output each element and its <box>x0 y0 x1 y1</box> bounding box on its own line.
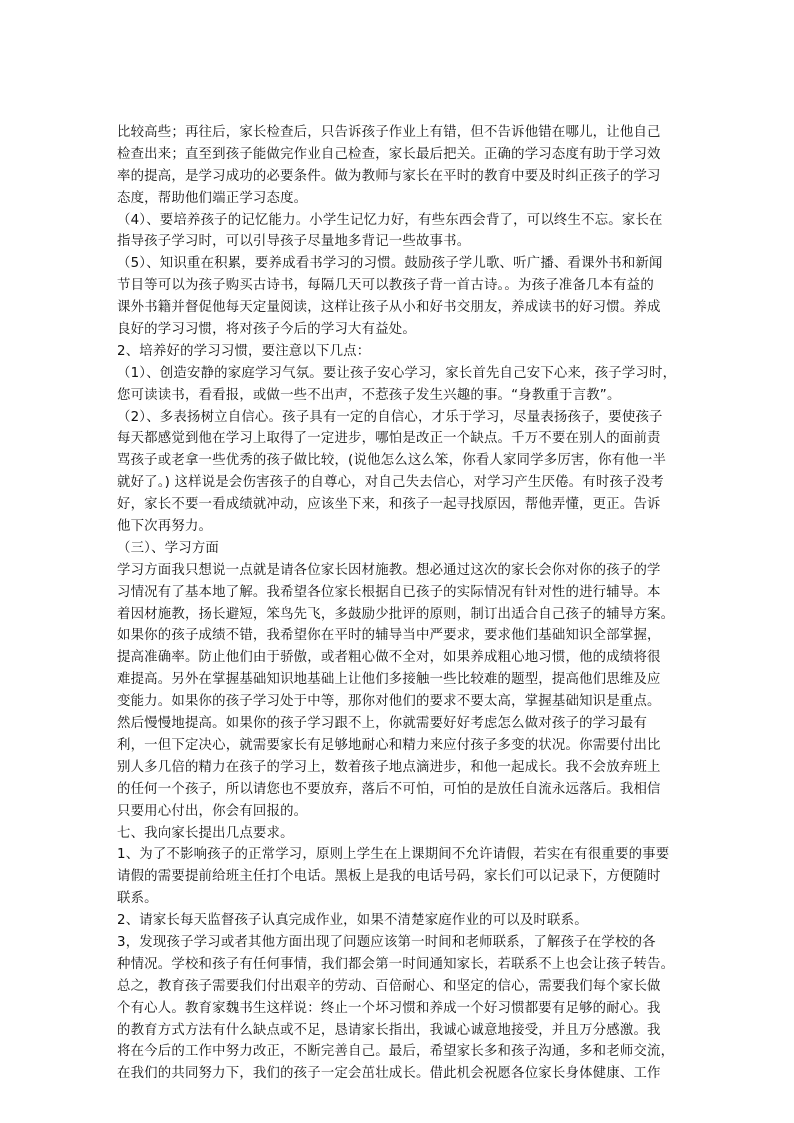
section-heading: （三）、学习方面 <box>117 540 220 556</box>
text-line: 好，家长不要一看成绩就冲动，应该坐下来，和孩子一起寻找原因，帮他弄懂，更正。告诉 <box>117 497 661 513</box>
text-line: （4）、要培养孩子的记忆能力。小学生记忆力好，有些东西会背了，可以终生不忘。家长在 <box>117 212 663 228</box>
text-line: 率的提高，是学习成功的必要条件。做为教师与家长在平时的教育中要及时纠正孩子的学习 <box>117 168 661 184</box>
text-line: 的任何一个孩子，所以请您也不要放弃，落后不可怕，可怕的是放任自流永远落后。我相信 <box>117 781 661 797</box>
text-line: 您可读读书，看看报，或做一些不出声，不惹孩子发生兴趣的事。“身教重于言教”。 <box>117 387 621 403</box>
text-line: 只要用心付出，你会有回报的。 <box>117 803 308 819</box>
text-line: 2、请家长每天监督孩子认真完成作业，如果不清楚家庭作业的可以及时联系。 <box>117 913 588 929</box>
text-line: 在我们的共同努力下，我们的孩子一定会茁壮成长。借此机会祝愿各位家长身体健康、工作 <box>117 1066 661 1082</box>
text-line: 节目等可以为孩子购买古诗书，每隔几天可以教孩子背一首古诗。。为孩子准备几本有益的 <box>117 278 654 294</box>
text-line: 每天都感觉到他在学习上取得了一定进步，哪怕是改正一个缺点。千万不要在别人的面前责 <box>117 431 661 447</box>
text-line: 然后慢慢地提高。如果你的孩子学习跟不上，你就需要好好考虑怎么做对孩子的学习最有 <box>117 716 648 732</box>
text-line: 3，发现孩子学习或者其他方面出现了问题应该第一时间和老师联系，了解孩子在学校的各 <box>117 934 656 950</box>
text-line: 指导孩子学习时，可以引导孩子尽量地多背记一些故事书。 <box>117 234 471 250</box>
text-line: 将在今后的工作中努力改正，不断完善自己。最后，希望家长多和孩子沟通，多和老师交流， <box>117 1044 675 1060</box>
text-line: 习情况有了基本地了解。我希望各位家长根据自已孩子的实际情况有针对性的进行辅导。本 <box>117 584 661 600</box>
text-line: 就好了。) 这样说是会伤害孩子的自尊心，对自己失去信心，对学习产生厌倦。有时孩子没考 <box>117 475 664 491</box>
section-heading: 七、我向家长提出几点要求。 <box>117 825 294 841</box>
text-line: 学习方面我只想说一点就是请各位家长因材施教。想必通过这次的家长会你对你的孩子的学 <box>117 562 661 578</box>
text-line: 提高准确率。防止他们由于骄傲，或者粗心做不全对，如果养成粗心地习惯，他的成绩将很 <box>117 650 661 666</box>
text-line: 个有心人。教育家魏书生这样说：终止一个坏习惯和养成一个好习惯都要有足够的耐心。我 <box>117 1000 661 1016</box>
text-line: 骂孩子或老拿一些优秀的孩子做比较，(说他怎么这么笨，你看人家同学多厉害，你有他一半 <box>117 453 667 469</box>
text-line: 比较高些；再往后，家长检查后，只告诉孩子作业上有错，但不告诉他错在哪儿，让他自己 <box>117 125 661 140</box>
text-line: 着因材施教，扬长避短，笨鸟先飞，多鼓励少批评的原则，制订出适合自己孩子的辅导方案。 <box>117 606 675 622</box>
document-body <box>117 122 679 1085</box>
text-line: 如果你的孩子成绩不错，我希望你在平时的辅导当中严要求，要求他们基础知识全部掌握， <box>117 628 661 644</box>
text-line: 别人多几倍的精力在孩子的学习上，数着孩子地点滴进步，和他一起成长。我不会放弃班上 <box>117 759 661 775</box>
text-line: 难提高。另外在掌握基础知识地基础上让他们多接触一些比较难的题型，提高他们思维及应 <box>117 672 661 688</box>
text-line: 态度，帮助他们端正学习态度。 <box>117 190 308 206</box>
text-line: （1）、创造安静的家庭学习气氛。要让孩子安心学习，家长首先自己安下心来，孩子学习时， <box>117 365 677 381</box>
text-line: （2）、多表扬树立自信心。孩子具有一定的自信心，才乐于学习，尽量表扬孩子，要使孩子 <box>117 409 663 425</box>
text-line: 利，一但下定决心，就需要家长有足够地耐心和精力来应付孩子多变的状况。你需要付出比 <box>117 737 661 753</box>
text-line: 请假的需要提前给班主任打个电话。黑板上是我的电话号码，家长们可以记录下，方便随时 <box>117 869 661 885</box>
text-line: 种情况。学校和孩子有任何事情，我们都会第一时间通知家长，若联系不上也会让孩子转告。 <box>117 956 675 972</box>
text-line: 他下次再努力。 <box>117 519 213 535</box>
text-line: 的教育方式方法有什么缺点或不足，恳请家长指出，我诚心诚意地接受，并且万分感激。我 <box>117 1022 661 1038</box>
text-line: 课外书籍并督促他每天定量阅读，这样让孩子从小和好书交朋友，养成读书的好习惯。养成 <box>117 300 661 316</box>
text-line: 联系。 <box>117 891 158 907</box>
text-line: 变能力。如果你的孩子学习处于中等，那你对他们的要求不要太高，掌握基础知识是重点。 <box>117 694 661 710</box>
text-line: 良好的学习习惯，将对孩子今后的学习大有益处。 <box>117 322 416 338</box>
section-heading: 2、培养好的学习习惯，要注意以下几点： <box>117 343 371 359</box>
text-line: 检查出来；直至到孩子能做完作业自己检查，家长最后把关。正确的学习态度有助于学习效 <box>117 146 661 162</box>
text-line: 总之，教育孩子需要我们付出艰辛的劳动、百倍耐心、和坚定的信心，需要我们每个家长做 <box>117 978 661 994</box>
text-line: （5）、知识重在积累，要养成看书学习的习惯。鼓励孩子学儿歌、听广播、看课外书和新闻 <box>117 256 663 272</box>
text-line: 1、为了不影响孩子的正常学习，原则上学生在上课期间不允许请假，若实在有很重要的事要 <box>117 847 670 863</box>
